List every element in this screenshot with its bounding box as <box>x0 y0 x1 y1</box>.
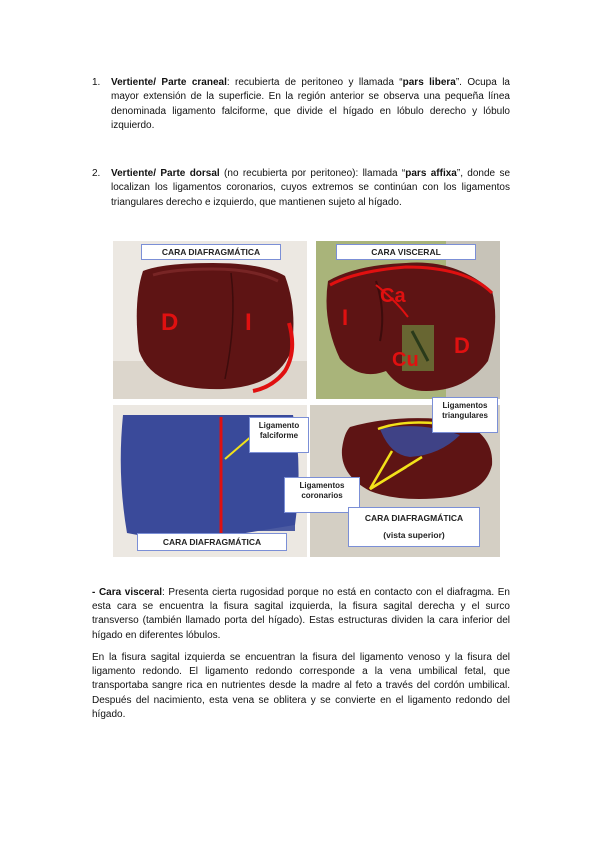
label-line: Ligamentos <box>442 401 488 410</box>
item-text: : recubierta de peritoneo y llamada “ <box>226 77 403 88</box>
list-item-text <box>111 167 510 210</box>
caption-line: (vista superior) <box>383 530 445 540</box>
lobe-letter-i-visceral: I <box>342 305 349 330</box>
label-ligamentos-triangulares <box>432 397 498 433</box>
item-text: ”, donde se localizan los ligamentos coronarios, cuyos extremos se continúan con los ligamentos triangulares derecho e izquierdo, que mantienen sujeto al hígado. <box>111 168 511 208</box>
caption-cara-diafragmatica-2: CARA DIAFRAGMÁTICA <box>137 533 287 551</box>
caption-vista-superior <box>348 507 480 547</box>
item-title: Vertiente/ Parte dorsal <box>111 168 220 179</box>
paragraph-fisura <box>92 651 510 722</box>
label-line: triangulares <box>442 411 488 420</box>
caption-line: CARA DIAFRAGMÁTICA <box>364 513 464 523</box>
panel-vista-superior <box>299 401 500 557</box>
label-ligamento-falciforme <box>249 417 309 453</box>
item-term: pars affixa <box>405 168 457 179</box>
list-number: 2. <box>92 168 101 179</box>
label-line: Ligamentos <box>299 481 345 490</box>
paragraph-text: En la fisura sagital izquierda se encuentran la fisura del ligamento venoso y la fisura del ligamento redondo. El ligamento redondo corresponde a la vena umbilical fetal, que transportaba sangre rica en nutrientes desde la madre al feto a través del cordón umbilical. Después del nacimiento, esta vena se oblitera y se convierte en el ligamento redondo del hígado. <box>92 652 510 720</box>
item-text: ”. Ocupa la mayor extensión de la superficie. En la región anterior se observa una pequeña línea denominada ligamento falciforme, que divide el hígado en lóbulo derecho y lóbulo izquierdo. <box>111 77 510 131</box>
panel-visceral <box>316 241 500 399</box>
list-item-craneal <box>92 76 510 133</box>
paragraph-cara-visceral <box>92 586 510 643</box>
item-text: (no recubierta por peritoneo): llamada “ <box>219 168 406 179</box>
panel-falciforme <box>113 405 307 557</box>
liver-figure <box>113 241 500 557</box>
panel-diaphragmatic <box>113 241 307 399</box>
caption-cara-diafragmatica: CARA DIAFRAGMÁTICA <box>141 244 281 260</box>
list-number: 1. <box>92 77 101 88</box>
label-line: Ligamento <box>258 421 300 430</box>
lobe-letter-i: I <box>245 309 252 336</box>
lobe-letter-d: D <box>161 309 179 336</box>
list-item-text <box>111 76 510 133</box>
paragraph-lead: - Cara visceral <box>92 587 163 598</box>
label-line: falciforme <box>259 431 299 440</box>
lobe-letter-cu: Cu <box>392 349 419 371</box>
item-term: pars libera <box>402 77 456 88</box>
label-line: coronarios <box>301 491 343 500</box>
list-item-dorsal <box>92 167 510 210</box>
liver-diaphragmatic-image <box>113 241 307 399</box>
lobe-letter-ca: Ca <box>380 285 406 307</box>
item-title: Vertiente/ Parte craneal <box>111 77 227 88</box>
paragraph-text: : Presenta cierta rugosidad porque no está en contacto con el diafragma. En esta cara se encuentra la fisura sagital izquierda, la fisura sagital derecha y el surco transverso (también llamado porta del hígado). Estas estructuras dividen la cara inferior del hígado en diferentes lóbulos. <box>92 587 510 641</box>
lobe-letter-d-visceral: D <box>454 333 470 358</box>
caption-cara-visceral: CARA VISCERAL <box>336 244 476 260</box>
